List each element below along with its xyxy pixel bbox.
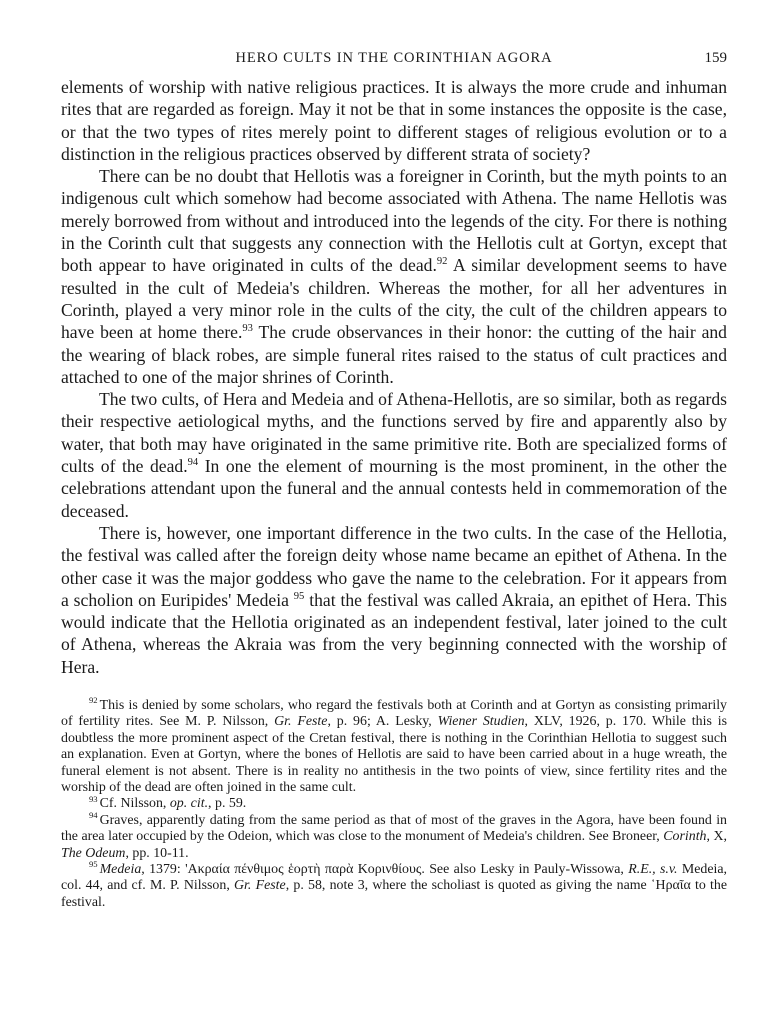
paragraph-text: The two cults, of Hera and Medeia and of Athena-Hellotis, are so similar, both as regards their respective aetiological myths, and the functions served by fire and apparently also by water, that both may have originated in the same primitive rite. Both are specialized forms of cults of the dead. — [61, 389, 727, 477]
footnote-ref-93[interactable]: 93 — [242, 323, 253, 335]
paragraph-text: There can be no doubt that Hellotis was a foreigner in Corinth, but the myth points to an indigenous cult which somehow had become associated with Athena. The name Hellotis was merely borrowed from without and introduced into the legends of the city. For there is nothing in the Corinth cult that suggests any connection with the Hellotis cult at Gortyn, except that both appear to have originated in cults of the dead. — [61, 166, 727, 276]
footnote-ref-92[interactable]: 92 — [436, 256, 448, 268]
paragraph-text: A similar development seems to have resulted in the cult of Medeia's children. Whereas the mother, for all her adventures in Corinth, played a very minor role in the cults of the city, the cult of the children appears to have been at home there. — [61, 255, 727, 343]
footnote-text: , XLV, 1926, p. 170. While this is doubtless the more prominent aspect of the Cretan festival, there is nothing in the Corinthian Hellotia to suggest such an explanation. Even at Gortyn, where the bones of Hellotis are said to have been carried about in a huge wreath, the funeral element is not absent. There is in reality no antithesis in the two points of view, since fertility rites and the worship of the dead are often joined in the same cult. — [61, 714, 727, 796]
footnote-94 — [61, 810, 727, 862]
paragraph-text: that the festival was called Akraia, an epithet of Hera. This would indicate that the Hellotia originated as an independent festival, later joined to the cult of Athena, whereas the Akraia was from the very beginning connected with the worship of Hera. — [61, 589, 727, 677]
paragraph-text: There is, however, one important difference in the two cults. In the case of the Hellotia, the festival was called after the foreign deity whose name became an epithet of Athena. In the other case it was the major goddess who gave the name to the celebration. For it appears from a scholion on Euripides' Medeia — [61, 522, 727, 610]
footnote-text: , X, — [706, 829, 727, 845]
footnote-text: , 1379: 'Ακραία πένθιμος ἑορτὴ παρὰ Κορινθίους. See also Lesky in Pauly-Wissowa, — [141, 862, 629, 878]
body-text — [61, 76, 727, 678]
footnote-italic: Gr. Feste — [234, 878, 286, 894]
footnote-italic: Wiener Studien — [437, 714, 525, 730]
running-title: HERO CULTS IN THE CORINTHIAN AGORA — [235, 50, 553, 66]
page-number: 159 — [704, 50, 727, 66]
footnote-text: , p. 58, note 3, where the scholiast is quoted as giving the name ῾Ηραῖα to the festival. — [61, 878, 728, 910]
paragraph-text: elements of worship with native religious practices. It is always the more crude and inhuman rites that are regarded as foreign. May it not be that in some instances the opposite is the case, or that the two types of rites merely point to different stages of religious evolution or to a distinction in the religious practices observed by different strata of society? — [61, 77, 727, 164]
paragraph-text: The crude observances in their honor: the cutting of the hair and the wearing of black robes, are simple funeral rites raised to the status of cult practices and attached to one of the major shrines of Corinth. — [61, 322, 727, 387]
footnote-text: , p. 59. — [208, 796, 247, 812]
paragraph-text: In one the element of mourning is the most prominent, in the other the celebrations attendant upon the funeral and the annual contests held in commemoration of the deceased. — [61, 456, 727, 521]
footnote-italic: Medeia — [99, 862, 142, 878]
paragraph-3 — [61, 388, 727, 522]
footnote-number: 92 — [89, 695, 98, 706]
paragraph-4 — [61, 522, 727, 678]
footnote-italic: op. cit. — [169, 796, 209, 812]
footnote-italic: The Odeum — [61, 845, 126, 861]
footnote-ref-94[interactable]: 94 — [187, 457, 199, 469]
page — [61, 46, 727, 911]
footnote-text: , p. 96; A. Lesky, — [327, 714, 438, 730]
footnote-95 — [61, 859, 728, 911]
footnote-text: Medeia, col. 44, and cf. M. P. Nilsson, — [61, 862, 727, 894]
footnote-italic: R.E., s.v. — [628, 862, 678, 878]
paragraph-2 — [61, 165, 727, 388]
footnote-text: , pp. 10-11. — [125, 845, 189, 861]
footnote-number: 95 — [89, 859, 98, 870]
page-header — [61, 46, 727, 76]
footnote-number: 94 — [89, 810, 98, 821]
footnote-text: Cf. Nilsson, — [99, 796, 170, 812]
footnote-text: This is denied by some scholars, who regard the festivals both at Corinth and at Gortyn as consisting primarily of fertility rites. See M. P. Nilsson, — [61, 698, 727, 730]
footnote-italic: Gr. Feste — [274, 714, 328, 730]
footnotes — [61, 695, 728, 911]
footnote-92 — [61, 695, 727, 796]
footnote-ref-95[interactable]: 95 — [293, 590, 305, 602]
footnote-italic: Corinth — [663, 829, 707, 845]
footnote-93 — [61, 793, 727, 812]
paragraph-1 — [61, 76, 727, 165]
footnote-number: 93 — [89, 793, 98, 804]
footnote-text: Graves, apparently dating from the same period as that of most of the graves in the Agora, have been found in the area later occupied by the Odeion, which was close to the monument of Medeia's children. See Broneer, — [61, 812, 727, 845]
